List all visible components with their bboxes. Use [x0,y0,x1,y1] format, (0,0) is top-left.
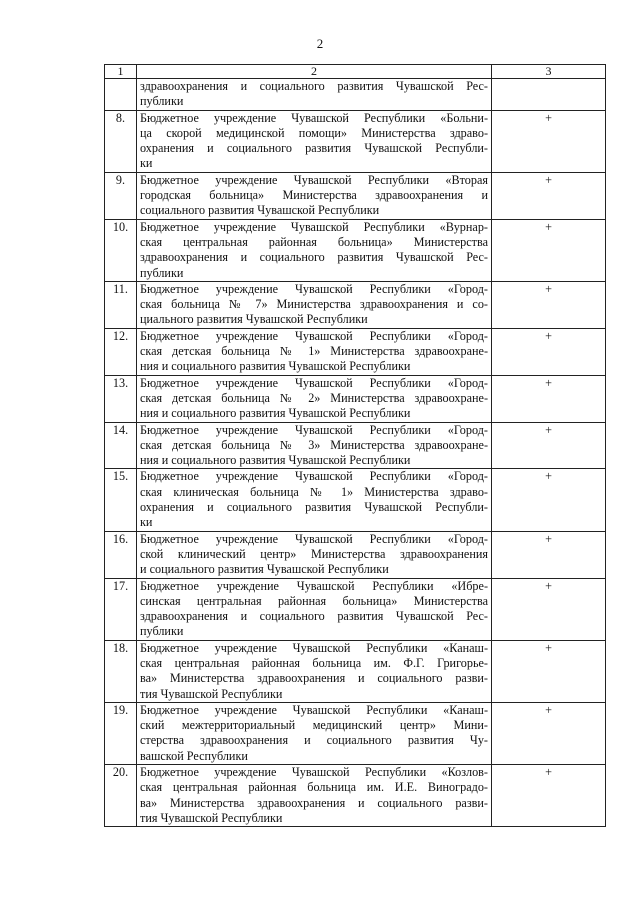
table-row [105,219,606,281]
table-row [105,328,606,375]
mark-cell: + [492,578,606,640]
table-row [105,469,606,531]
column-header-mark: 3 [492,65,606,79]
mark-cell [492,79,606,111]
table-row [105,702,606,764]
institution-name-line: Бюджетное учреждение Чувашской Республики «Вторая [140,172,488,187]
institution-name-line: ки [140,515,153,530]
institution-name-line: ния и социального развития Чувашской Республики [140,406,411,421]
row-number: 17. [105,578,137,640]
institution-name-line: ская детская больница № 3» Министерства здравоохране- [140,437,488,452]
institution-name-line: здравоохранения и социального развития Чувашской Рес- [140,79,488,93]
mark-cell: + [492,328,606,375]
institution-name-line: ния и социального развития Чувашской Республики [140,359,411,374]
mark-cell: + [492,422,606,469]
institution-name-line: синская центральная районная больница» Министерства [140,593,488,608]
institution-name-line: ния и социального развития Чувашской Республики [140,453,411,468]
institution-name [137,422,492,469]
table-header-row [105,65,606,79]
institution-name-line: ский межтерриториальный медицинский центр» Мини- [140,718,488,733]
row-number: 13. [105,375,137,422]
table-body [105,79,606,827]
institution-name-line: охранения и социального развития Чувашской Республи- [140,141,488,156]
institution-name-line: Бюджетное учреждение Чувашской Республики «Козлов- [140,765,488,780]
institution-name-line: Бюджетное учреждение Чувашской Республики «Город- [140,422,488,437]
institution-name-line: городская больница» Министерства здравоохранения и [140,188,488,203]
institution-name [137,281,492,328]
institution-name-line: и социального развития Чувашской Республики [140,562,389,577]
institution-name-line: Бюджетное учреждение Чувашской Республики «Город- [140,281,488,296]
table-row [105,531,606,578]
row-number [105,79,137,111]
institution-name [137,110,492,172]
institution-name [137,765,492,827]
mark-cell: + [492,281,606,328]
institution-name-line: ская больница № 7» Министерства здравоохранения и со- [140,297,488,312]
institution-name-line: тия Чувашской Республики [140,810,283,825]
row-number: 14. [105,422,137,469]
mark-cell: + [492,110,606,172]
institution-name [137,469,492,531]
institution-name-line: здравоохранения и социального развития Чувашской Рес- [140,250,488,265]
institution-name-line: ва» Министерства здравоохранения и социального разви- [140,795,488,810]
institution-name [137,640,492,702]
institution-name-line: ца скорой медицинской помощи» Министерства здраво- [140,125,488,140]
mark-cell: + [492,375,606,422]
column-header-number: 1 [105,65,137,79]
mark-cell: + [492,640,606,702]
row-number: 18. [105,640,137,702]
institution-name-line: Бюджетное учреждение Чувашской Республики «Канаш- [140,640,488,655]
table-row [105,578,606,640]
table-row [105,422,606,469]
institution-name [137,219,492,281]
institution-name-line: ская клиническая больница № 1» Министерства здраво- [140,484,488,499]
institution-name-line: Бюджетное учреждение Чувашской Республики «Город- [140,328,488,343]
institution-name-line: вашской Республики [140,748,248,763]
institution-name-line: ская детская больница № 2» Министерства здравоохране- [140,390,488,405]
institution-name-line: социального развития Чувашской Республики [140,203,380,218]
institution-name-line: Бюджетное учреждение Чувашской Республики «Ибре- [140,578,488,593]
institution-name [137,702,492,764]
column-header-name: 2 [137,65,492,79]
page-number: 2 [316,36,324,51]
institution-name [137,79,492,111]
table-row [105,640,606,702]
mark-cell: + [492,765,606,827]
row-number: 12. [105,328,137,375]
institution-name [137,531,492,578]
table-row [105,375,606,422]
mark-cell: + [492,702,606,764]
institution-name [137,172,492,219]
institution-name-line: циального развития Чувашской Республики [140,312,368,327]
mark-cell: + [492,172,606,219]
institution-name-line: публики [140,265,184,280]
mark-cell: + [492,469,606,531]
institution-name [137,375,492,422]
institution-name-line: стерства здравоохранения и социального развития Чу- [140,733,488,748]
row-number: 8. [105,110,137,172]
institution-name-line: Бюджетное учреждение Чувашской Республики «Город- [140,375,488,390]
table-row [105,281,606,328]
row-number: 11. [105,281,137,328]
institution-name-line: охранения и социального развития Чувашской Республи- [140,500,488,515]
institution-name-line: ки [140,156,153,171]
row-number: 20. [105,765,137,827]
institution-name-line: здравоохранения и социального развития Чувашской Рес- [140,609,488,624]
row-number: 15. [105,469,137,531]
institution-name-line: ская центральная районная больница им. И.Е. Виноградо- [140,780,488,795]
institution-name-line: Бюджетное учреждение Чувашской Республики «Вурнар- [140,219,488,234]
table-row [105,79,606,111]
institution-name-line: Бюджетное учреждение Чувашской Республики «Канаш- [140,702,488,717]
institution-name-line: публики [140,94,184,109]
institution-name [137,578,492,640]
institution-name-line: публики [140,624,184,639]
institution-name-line: ская центральная районная больница» Министерства [140,234,488,249]
row-number: 19. [105,702,137,764]
mark-cell: + [492,219,606,281]
institution-name-line: ская центральная районная больница им. Ф.Г. Григорье- [140,655,488,670]
institution-name-line: Бюджетное учреждение Чувашской Республики «Больни- [140,110,488,125]
row-number: 16. [105,531,137,578]
mark-cell: + [492,531,606,578]
institution-name-line: Бюджетное учреждение Чувашской Республики «Город- [140,531,488,546]
institution-name-line: Бюджетное учреждение Чувашской Республики «Город- [140,469,488,484]
institution-name-line: ва» Министерства здравоохранения и социального разви- [140,671,488,686]
row-number: 10. [105,219,137,281]
institutions-table [104,64,606,827]
institution-name-line: тия Чувашской Республики [140,686,283,701]
row-number: 9. [105,172,137,219]
institution-name [137,328,492,375]
table-row [105,765,606,827]
institution-name-line: ская детская больница № 1» Министерства здравоохране- [140,344,488,359]
table-row [105,172,606,219]
institution-name-line: ской клинический центр» Министерства здравоохранения [140,546,488,561]
table-row [105,110,606,172]
